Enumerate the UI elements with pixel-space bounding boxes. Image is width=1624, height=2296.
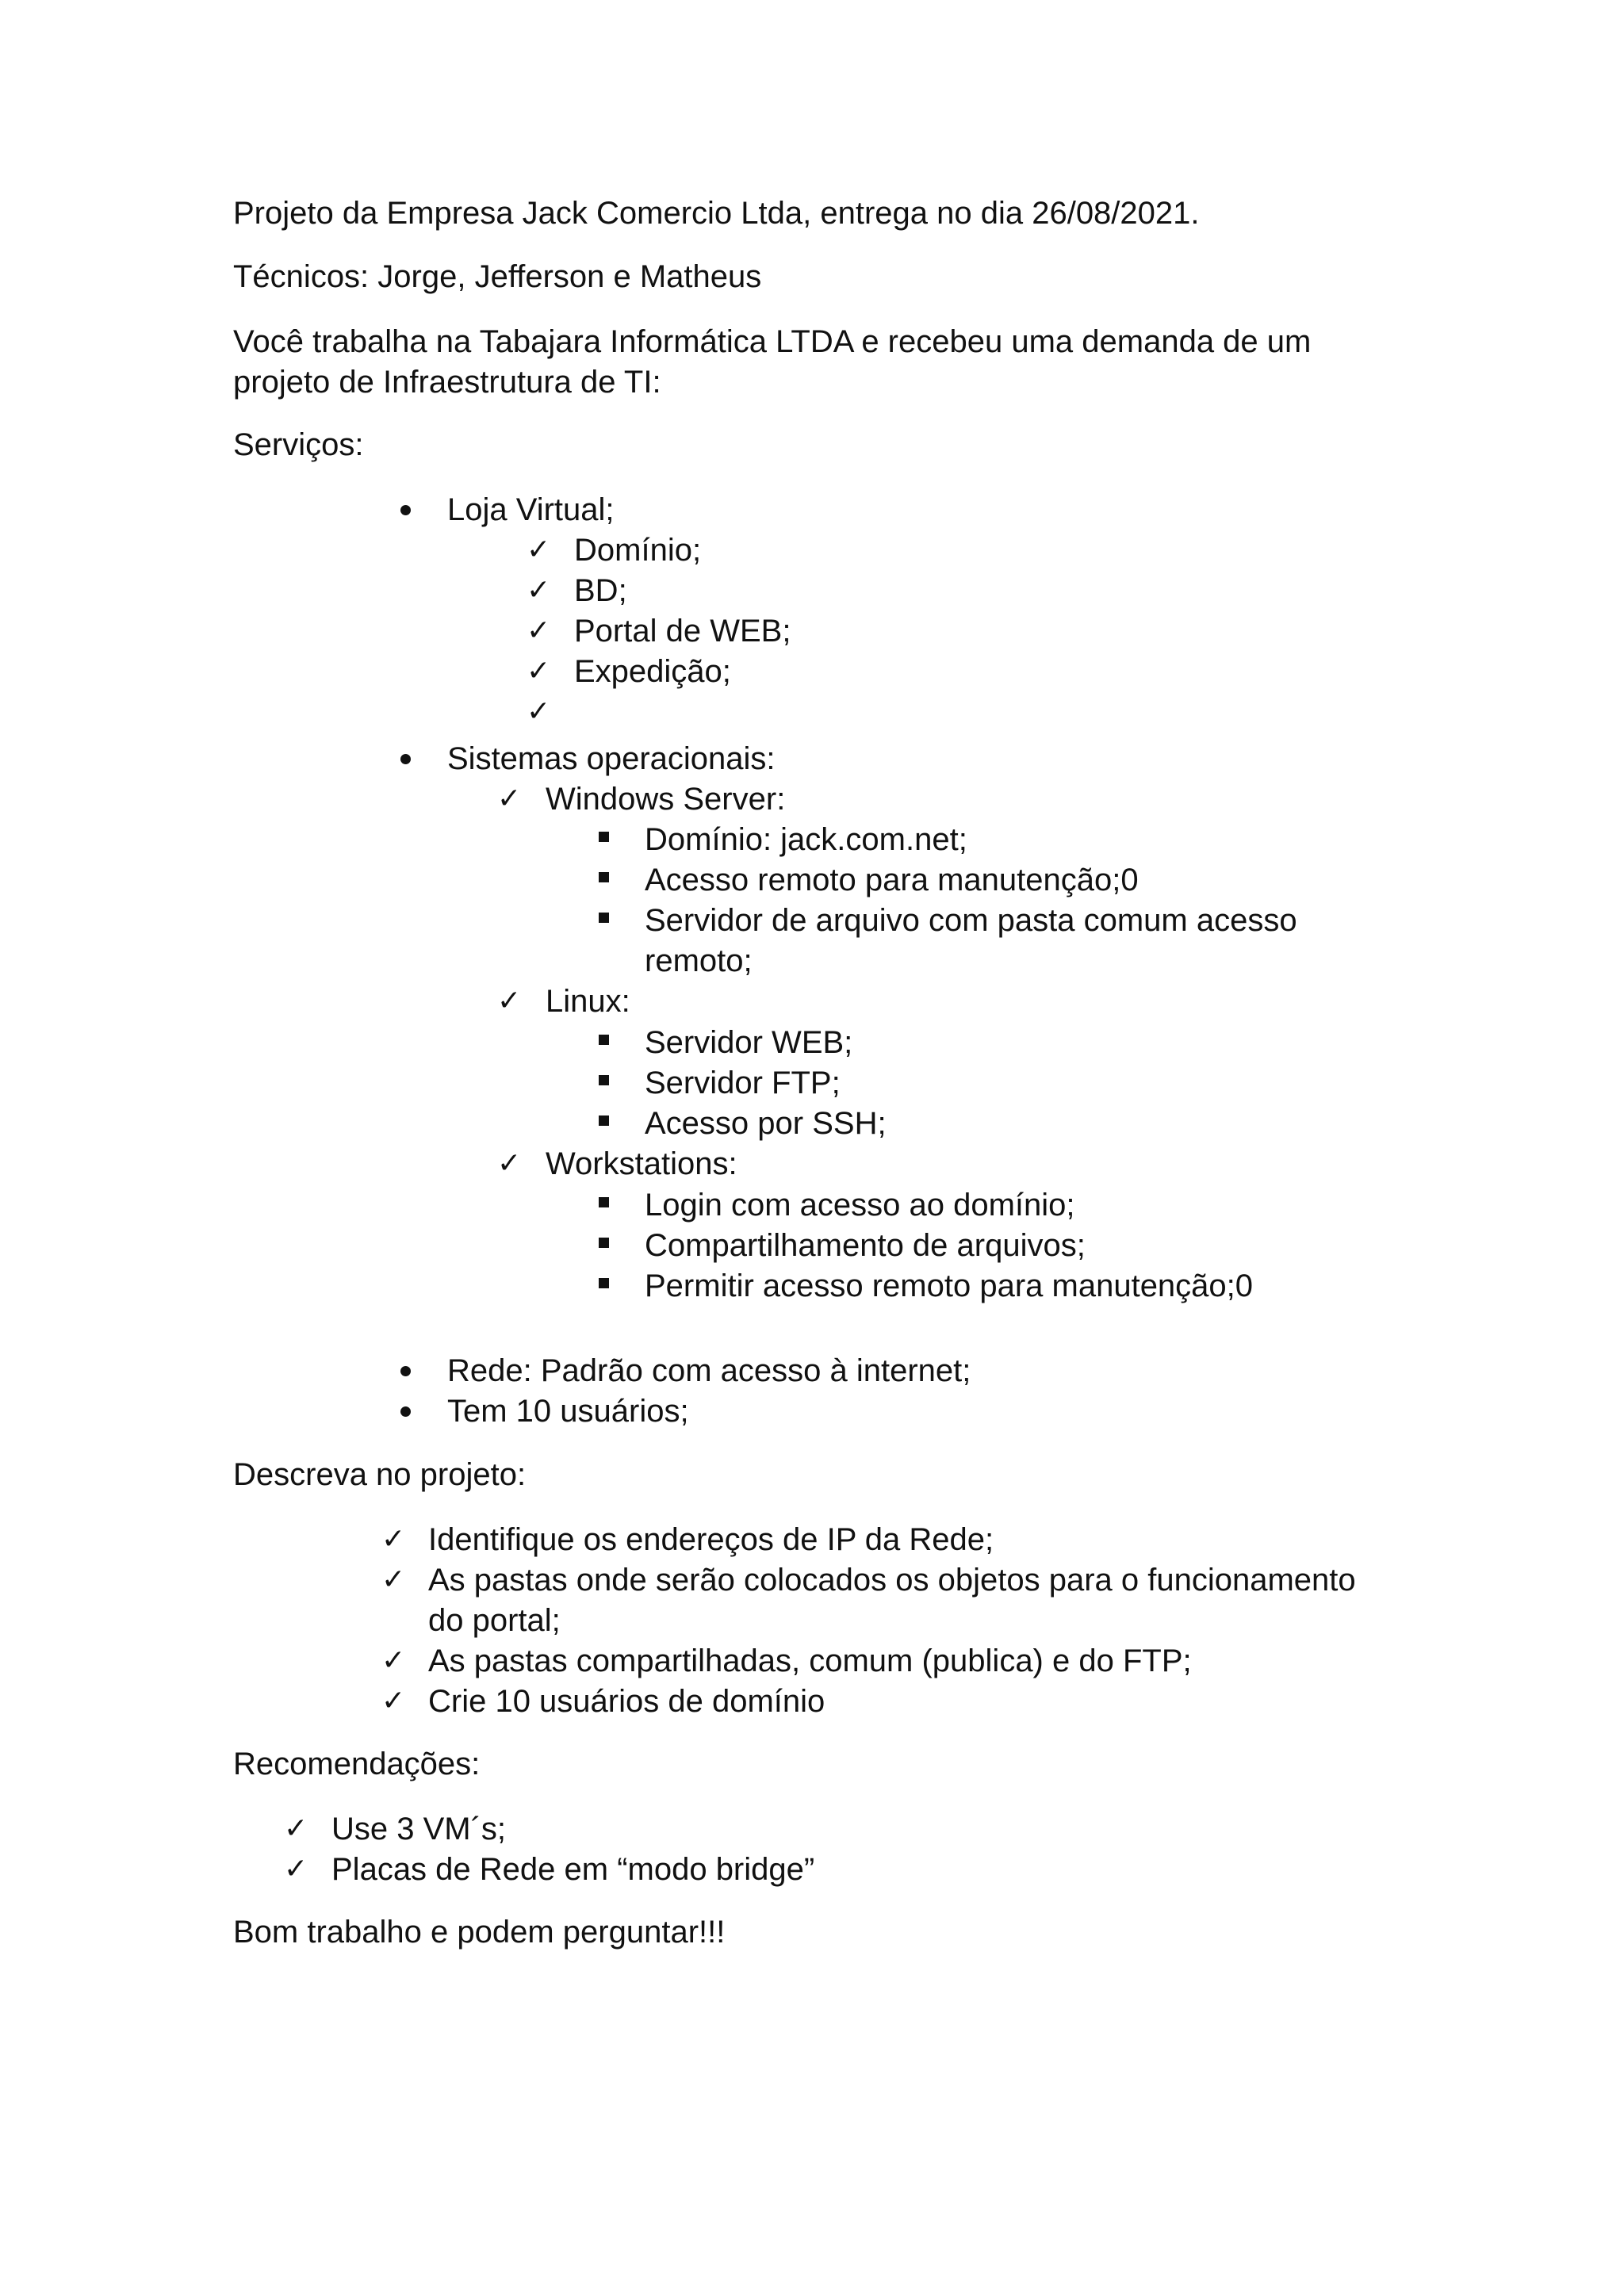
square-bullet-icon (599, 1075, 609, 1085)
loja-virtual-label: Loja Virtual; (447, 492, 615, 527)
servicos-heading: Serviços: (233, 427, 364, 462)
technicians-line: Técnicos: Jorge, Jefferson e Matheus (233, 259, 762, 294)
checkmark-icon: ✓ (527, 534, 551, 566)
linux-item-ftp: Servidor FTP; (645, 1066, 841, 1100)
project-title: Projeto da Empresa Jack Comercio Ltda, entrega no dia 26/08/2021. (233, 196, 1200, 231)
windows-server-label: Windows Server: (546, 782, 786, 817)
windows-item-servidor-cont: remoto; (645, 943, 753, 978)
checkmark-icon: ✓ (527, 614, 551, 647)
linux-item-web: Servidor WEB; (645, 1025, 853, 1060)
recomendacoes-heading: Recomendações: (233, 1747, 481, 1781)
bullet-dot-icon (400, 754, 411, 764)
square-bullet-icon (599, 1238, 609, 1248)
checkmark-icon: ✓ (497, 1147, 522, 1180)
square-bullet-icon (599, 1197, 609, 1207)
intro-line-1: Você trabalha na Tabajara Informática LTDA e recebeu uma demanda de um (233, 324, 1312, 359)
linux-item-ssh: Acesso por SSH; (645, 1106, 887, 1141)
closing-line: Bom trabalho e podem perguntar!!! (233, 1915, 726, 1950)
square-bullet-icon (599, 1278, 609, 1288)
checkmark-icon: ✓ (284, 1853, 308, 1885)
intro-line-2: projeto de Infraestrutura de TI: (233, 365, 661, 400)
checkmark-icon: ✓ (527, 695, 551, 728)
checkmark-icon: ✓ (381, 1563, 406, 1596)
square-bullet-icon (599, 1035, 609, 1045)
ws-item-login: Login com acesso ao domínio; (645, 1188, 1075, 1223)
bullet-dot-icon (400, 1406, 411, 1417)
checkmark-icon: ✓ (381, 1644, 406, 1677)
descreva-item-ip: Identifique os endereços de IP da Rede; (428, 1522, 994, 1557)
loja-item-bd: BD; (574, 573, 627, 608)
windows-item-servidor: Servidor de arquivo com pasta comum acesso (645, 903, 1297, 938)
checkmark-icon: ✓ (381, 1685, 406, 1717)
linux-label: Linux: (546, 984, 630, 1019)
square-bullet-icon (599, 832, 609, 842)
bullet-dot-icon (400, 1366, 411, 1376)
square-bullet-icon (599, 913, 609, 923)
bullet-dot-icon (400, 505, 411, 515)
loja-item-expedicao: Expedição; (574, 654, 731, 689)
square-bullet-icon (599, 1115, 609, 1126)
checkmark-icon: ✓ (284, 1812, 308, 1845)
ws-item-acesso-remoto: Permitir acesso remoto para manutenção;0 (645, 1269, 1254, 1303)
checkmark-icon: ✓ (527, 655, 551, 687)
square-bullet-icon (599, 872, 609, 882)
checkmark-icon: ✓ (497, 783, 522, 815)
recomendacao-vms: Use 3 VM´s; (331, 1812, 507, 1846)
workstations-label: Workstations: (546, 1146, 737, 1181)
descreva-item-compartilhadas: As pastas compartilhadas, comum (publica) e do FTP; (428, 1644, 1192, 1678)
checkmark-icon: ✓ (381, 1523, 406, 1556)
windows-item-acesso: Acesso remoto para manutenção;0 (645, 863, 1139, 897)
checkmark-icon: ✓ (527, 574, 551, 607)
loja-item-dominio: Domínio; (574, 533, 702, 568)
descreva-item-pastas-cont: do portal; (428, 1603, 561, 1638)
ws-item-compartilhamento: Compartilhamento de arquivos; (645, 1228, 1086, 1263)
rede-line: Rede: Padrão com acesso à internet; (447, 1353, 971, 1388)
loja-item-portal: Portal de WEB; (574, 614, 791, 649)
sistemas-label: Sistemas operacionais: (447, 741, 776, 776)
descreva-item-usuarios: Crie 10 usuários de domínio (428, 1684, 825, 1719)
descreva-item-pastas: As pastas onde serão colocados os objetos para o funcionamento (428, 1563, 1356, 1598)
descreva-heading: Descreva no projeto: (233, 1457, 527, 1492)
checkmark-icon: ✓ (497, 985, 522, 1017)
recomendacao-placas: Placas de Rede em “modo bridge” (331, 1852, 815, 1887)
usuarios-line: Tem 10 usuários; (447, 1394, 689, 1429)
windows-item-dominio: Domínio: jack.com.net; (645, 822, 967, 857)
